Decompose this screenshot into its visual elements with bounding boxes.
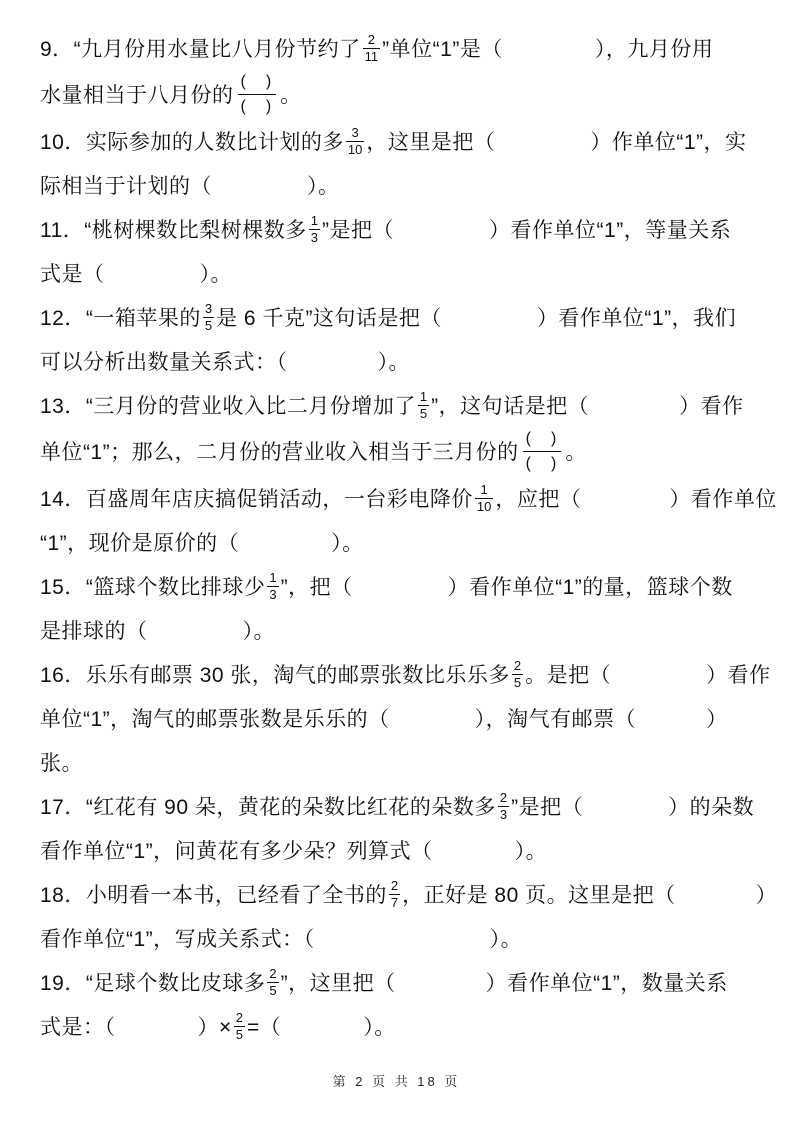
text-run: ，这里是把（ [366, 131, 496, 154]
fraction-denominator: 10 [476, 498, 492, 514]
fraction-denominator: 5 [419, 405, 428, 421]
fraction-denominator: 5 [513, 674, 522, 690]
fraction [389, 879, 400, 909]
text-run: 14．百盛周年店庆搞促销活动，一台彩电降价 [40, 488, 473, 511]
text-run: ）的朵数 [668, 796, 755, 819]
question-line [40, 610, 757, 654]
question-line [40, 522, 757, 566]
question-line [40, 72, 757, 121]
fraction-numerator: 2 [513, 658, 522, 674]
text-run: ）看作 [679, 395, 744, 418]
question-19 [40, 962, 757, 1050]
text-run: ）。 [377, 351, 410, 374]
blank-fraction [238, 72, 277, 117]
fraction-numerator: 2 [390, 878, 399, 894]
text-run: ，正好是 80 页。这里是把（ [402, 884, 676, 907]
question-line [40, 874, 778, 918]
fraction-numerator: 2 [235, 1010, 243, 1026]
text-run: 。 [280, 84, 302, 108]
question-line [40, 566, 757, 610]
fraction-numerator: 1 [269, 570, 277, 586]
text-run: ，应把（ [495, 488, 582, 511]
text-run: 18．小明看一本书，已经看了全书的 [40, 884, 387, 907]
text-run: ）。 [199, 263, 232, 286]
question-12 [40, 297, 757, 385]
question-line [40, 341, 757, 385]
fraction-numerator: 2 [499, 790, 508, 806]
text-run: 式是：（ [40, 1016, 116, 1039]
question-11 [40, 209, 757, 297]
text-run: 10．实际参加的人数比计划的多 [40, 131, 344, 154]
text-run: =（ [247, 1016, 282, 1039]
text-run: 看作单位“1”，问黄花有多少朵？列算式（ [40, 840, 433, 863]
fraction-numerator: 1 [419, 389, 428, 405]
text-run: ）看作单位“1”，我们 [536, 307, 737, 330]
text-run: ”是把（ [511, 796, 584, 819]
fraction [267, 571, 278, 601]
text-run: 15．“篮球个数比排球少 [40, 576, 266, 599]
text-run: ） [706, 708, 728, 731]
fraction-denominator: 7 [390, 894, 399, 910]
text-run: 。 [565, 441, 587, 465]
fraction-numerator: 2 [269, 966, 277, 982]
fraction-denominator: 3 [499, 806, 508, 822]
question-line [40, 918, 757, 962]
question-line [40, 28, 757, 72]
fraction-denominator: 5 [235, 1026, 243, 1042]
fraction-numerator: 1 [310, 213, 319, 229]
text-run: ）看作 [706, 664, 771, 687]
question-line [40, 786, 757, 830]
question-17 [40, 786, 757, 874]
text-run: ）看作单位“1”，数量关系 [485, 972, 728, 995]
fraction-denominator: 5 [269, 982, 277, 998]
question-9 [40, 28, 757, 121]
text-run: ）。 [363, 1016, 396, 1039]
text-run: 19．“足球个数比皮球多 [40, 972, 266, 995]
text-run: 际相当于计划的（ [40, 175, 212, 198]
text-run: 水量相当于八月份的 [40, 84, 234, 108]
text-run: 是排球的（ [40, 620, 148, 643]
text-run: 单位“1”，淘气的邮票张数是乐乐的（ [40, 708, 390, 731]
question-line [40, 1006, 757, 1050]
text-run: ）看作单位“1”的量，篮球个数 [447, 576, 733, 599]
text-run: 式是（ [40, 263, 105, 286]
fraction-denominator: 5 [204, 317, 213, 333]
fraction [267, 967, 278, 997]
question-line [40, 742, 757, 786]
text-run: 单位“1”；那么，二月份的营业收入相当于三月份的 [40, 441, 519, 465]
text-run: “1”，现价是原价的（ [40, 532, 240, 555]
fraction-numerator: 1 [475, 483, 493, 499]
question-line [40, 830, 757, 874]
text-run: ）看作单位“1”，等量关系 [489, 219, 732, 242]
fraction-denominator: 3 [269, 586, 277, 602]
fraction-denominator: ( ) [240, 98, 274, 115]
text-run: ）× [197, 1016, 232, 1039]
question-line [40, 698, 757, 742]
fraction-denominator: 11 [364, 48, 379, 64]
text-run: ）。 [489, 928, 523, 951]
text-run: ”，把（ [280, 576, 353, 599]
fraction [203, 302, 214, 332]
text-run: 17．“红花有 90 朵，黄花的朵数比红花的朵数多 [40, 796, 496, 819]
fraction-numerator: ( ) [238, 72, 277, 95]
question-13 [40, 385, 757, 478]
fraction [346, 126, 364, 156]
fraction [498, 791, 509, 821]
text-run: ）。 [331, 532, 364, 555]
text-run: ）。 [307, 175, 340, 198]
fraction-denominator: 10 [347, 141, 363, 157]
question-line [40, 297, 757, 341]
text-run: 张。 [40, 752, 83, 775]
question-line [40, 253, 757, 297]
text-run: 看作单位“1”，写成关系式：（ [40, 928, 315, 951]
question-line [40, 385, 757, 429]
text-run: ），淘气有邮票（ [474, 708, 637, 731]
text-run: 可以分析出数量关系式：（ [40, 351, 288, 374]
text-run: 11．“桃树棵数比梨树棵数多 [40, 219, 307, 242]
question-16 [40, 654, 771, 786]
text-run: ）。 [242, 620, 275, 643]
question-line [40, 654, 771, 698]
question-15 [40, 566, 757, 654]
blank-fraction [523, 429, 562, 474]
question-10 [40, 121, 757, 209]
text-run: ） [755, 884, 778, 907]
fraction-numerator: 2 [363, 33, 381, 49]
text-run: 12．“一箱苹果的 [40, 307, 201, 330]
question-line [40, 962, 757, 1006]
question-line [40, 165, 757, 209]
fraction [309, 214, 320, 244]
text-run: ”，这句话是把（ [431, 395, 590, 418]
question-line [40, 209, 757, 253]
text-run: ）作单位“1”，实 [590, 131, 747, 154]
question-line [40, 121, 757, 165]
text-run: ”是把（ [322, 219, 395, 242]
fraction-numerator: 3 [346, 126, 364, 142]
text-run: ）看作单位 [669, 488, 777, 511]
question-18 [40, 874, 778, 962]
text-run: 16．乐乐有邮票 30 张，淘气的邮票张数比乐乐多 [40, 664, 510, 687]
fraction [475, 483, 493, 513]
fraction [418, 390, 429, 420]
question-14 [40, 478, 777, 566]
question-line [40, 478, 777, 522]
question-line [40, 429, 757, 478]
page-number: 第 2 页 共 18 页 [332, 1074, 461, 1089]
text-run: ）。 [514, 840, 548, 863]
fraction-numerator: 3 [204, 301, 213, 317]
fraction-denominator: ( ) [525, 455, 559, 472]
text-run: 9．“九月份用水量比八月份节约了 [40, 38, 361, 61]
fraction [234, 1011, 245, 1041]
fraction [363, 33, 381, 63]
text-run: 13．“三月份的营业收入比二月份增加了 [40, 395, 416, 418]
fraction-denominator: 3 [310, 229, 319, 245]
fraction-numerator: ( ) [523, 429, 562, 452]
text-run: ），九月份用 [594, 38, 714, 61]
text-run: 是 6 千克”这句话是把（ [216, 307, 442, 330]
text-run: ”单位“1”是（ [382, 38, 503, 61]
page-footer [0, 1071, 793, 1090]
fraction [512, 659, 523, 689]
text-run: ”，这里把（ [280, 972, 396, 995]
text-run: 。是把（ [525, 664, 612, 687]
